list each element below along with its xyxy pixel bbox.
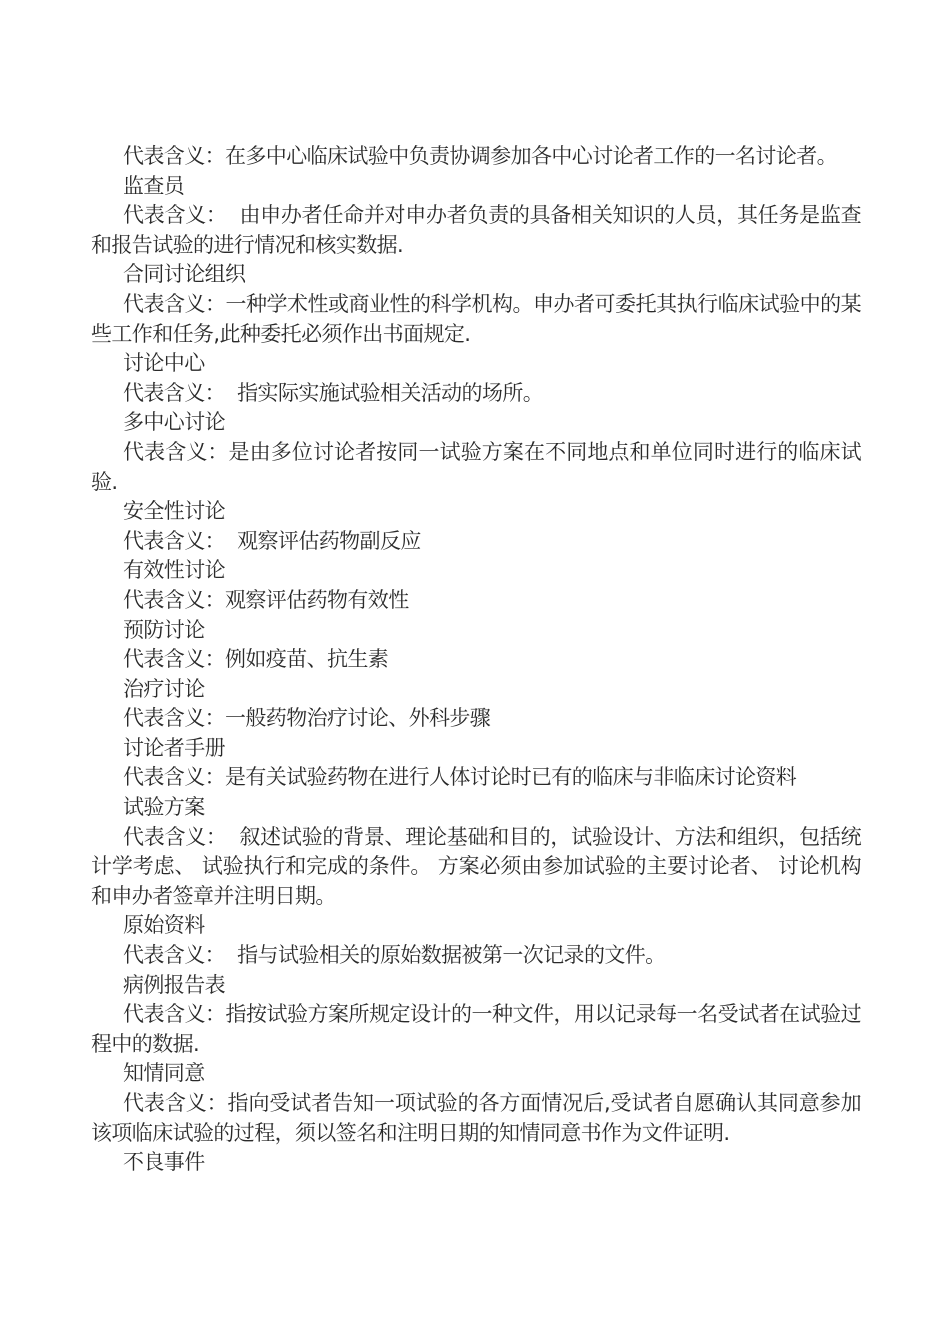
definition-paragraph: 代表含义：是有关试验药物在进行人体讨论时已有的临床与非临床讨论资料 (123, 765, 797, 790)
term-heading: 合同讨论组织 (123, 262, 246, 287)
term-heading: 多中心讨论 (123, 410, 225, 435)
term-heading: 讨论者手册 (123, 735, 225, 760)
term-heading: 病例报告表 (123, 972, 225, 997)
definition-paragraph: 代表含义： 指与试验相关的原始数据被第一次记录的文件。 (123, 943, 666, 968)
term-heading: 预防讨论 (123, 617, 205, 642)
term-heading: 原始资料 (123, 913, 205, 938)
term-heading: 不良事件 (123, 1150, 205, 1175)
definition-paragraph: 代表含义： 指实际实施试验相关活动的场所。 (123, 380, 544, 405)
definition-paragraph: 代表含义：指按试验方案所规定设计的一种文件，用以记录每一名受试者在试验过程中的数据. (91, 1002, 861, 1056)
definition-paragraph: 代表含义：例如疫苗、抗生素 (123, 647, 389, 672)
term-heading: 讨论中心 (123, 351, 205, 376)
definition-paragraph: 代表含义：一种学术性或商业性的科学机构。申办者可委托其执行临床试验中的某些工作和任务,此种委托必须作出书面规定. (91, 291, 861, 346)
term-heading: 有效性讨论 (123, 558, 225, 583)
term-heading: 安全性讨论 (123, 499, 225, 524)
term-heading: 治疗讨论 (123, 676, 205, 701)
definition-paragraph: 代表含义： 由申办者任命并对申办者负责的具备相关知识的人员，其任务是监查和报告试验的进行情况和核实数据. (91, 203, 861, 257)
definition-paragraph: 代表含义：观察评估药物有效性 (123, 587, 409, 612)
term-heading: 知情同意 (123, 1061, 205, 1086)
definition-paragraph: 代表含义：在多中心临床试验中负责协调参加各中心讨论者工作的一名讨论者。 (123, 144, 837, 168)
definition-paragraph: 代表含义： 观察评估药物副反应 (123, 528, 421, 553)
definition-paragraph: 代表含义： 叙述试验的背景、理论基础和目的，试验设计、方法和组织，包括统计学考虑、 试验执行和完成的条件。 方案必须由参加试验的主要讨论者、 讨论机构和申办者签章并注明日期。 (91, 824, 861, 908)
term-heading: 试验方案 (123, 795, 205, 820)
term-heading: 监查员 (123, 173, 185, 198)
definition-paragraph: 代表含义：是由多位讨论者按同一试验方案在不同地点和单位同时进行的临床试验. (91, 439, 861, 494)
document-body (91, 142, 861, 1178)
definition-paragraph: 代表含义：指向受试者告知一项试验的各方面情况后,受试者自愿确认其同意参加该项临床试验的过程，须以签名和注明日期的知情同意书作为文件证明. (91, 1091, 861, 1145)
definition-paragraph: 代表含义：一般药物治疗讨论、外科步骤 (123, 706, 491, 731)
